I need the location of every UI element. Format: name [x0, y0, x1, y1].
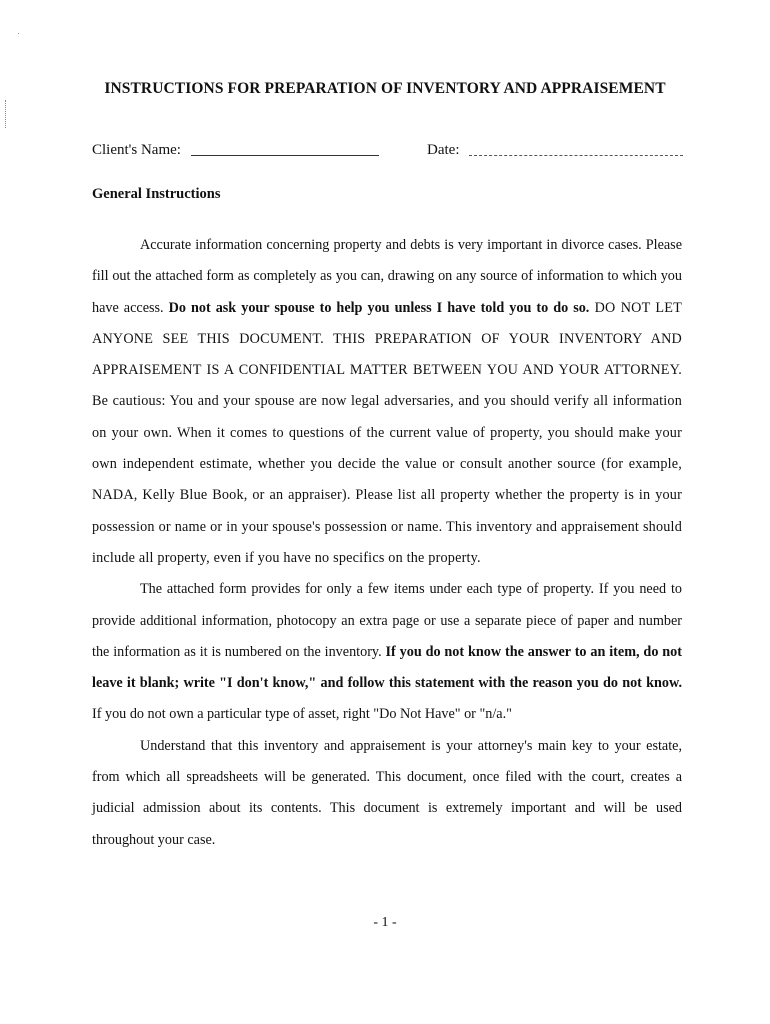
paragraph-1 [92, 230, 682, 574]
paragraph-2-bold: If you do not know the answer to an item, do not leave it blank; write "I don't know," and follow this statement with the reason you do not know. [92, 643, 682, 692]
date-blank[interactable] [469, 154, 683, 156]
section-heading: General Instructions [92, 186, 221, 202]
paragraph-2 [92, 574, 682, 730]
paragraph-1-text-b: DO NOT LET ANYONE SEE THIS DOCUMENT. THIS PREPARATION OF YOUR INVENTORY AND APPRAISEMENT IS A CONFIDENTIAL MATTER BETWEEN YOU AND YOUR ATTORNEY. Be cautious: You and your spouse are now legal adversaries, and you should verify all information on your own. When it comes to questions of the current value of property, you should make your own independent estimate, whether you decide the value or consult another source (for example, NADA, Kelly Blue Book, or an appraiser). Please list all property whether the property is in your possession or name or in your spouse's possession or name. This inventory and appraisement should include all property, even if you have no specifics on the property. [92, 299, 683, 566]
paragraph-1-text-a: Accurate information concerning property and debts is very important in divorce cases. Please fill out the attached form as completely as you can, drawing on any source of information to which you have access. [92, 237, 682, 316]
scan-speck [18, 33, 19, 34]
date-label: Date: [427, 142, 460, 158]
instructions-body [92, 230, 682, 856]
margin-mark [5, 100, 7, 128]
client-name-row [92, 142, 379, 159]
paragraph-1-bold: Do not ask your spouse to help you unless I have told you to do so. [168, 299, 590, 316]
paragraph-3-text-a: Understand that this inventory and appraisement is your attorney's main key to your estate, from which all spreadsheets will be generated. This document, once filed with the court, creates a judicial admission about its contents. This document is extremely important and will be used throughout your case. [92, 737, 682, 848]
paragraph-3 [92, 731, 682, 856]
date-row [427, 142, 683, 159]
page-number: - 1 - [373, 915, 397, 930]
paragraph-2-text-a: The attached form provides for only a few items under each type of property. If you need to provide additional information, photocopy an extra page or use a separate piece of paper and number the information as it is numbered on the inventory. [92, 581, 682, 660]
client-name-label: Client's Name: [92, 142, 181, 158]
paragraph-2-text-b: If you do not own a particular type of asset, right "Do Not Have" or "n/a." [92, 706, 512, 723]
document-title: INSTRUCTIONS FOR PREPARATION OF INVENTORY AND APPRAISEMENT [104, 80, 666, 97]
client-name-blank[interactable] [191, 154, 379, 156]
